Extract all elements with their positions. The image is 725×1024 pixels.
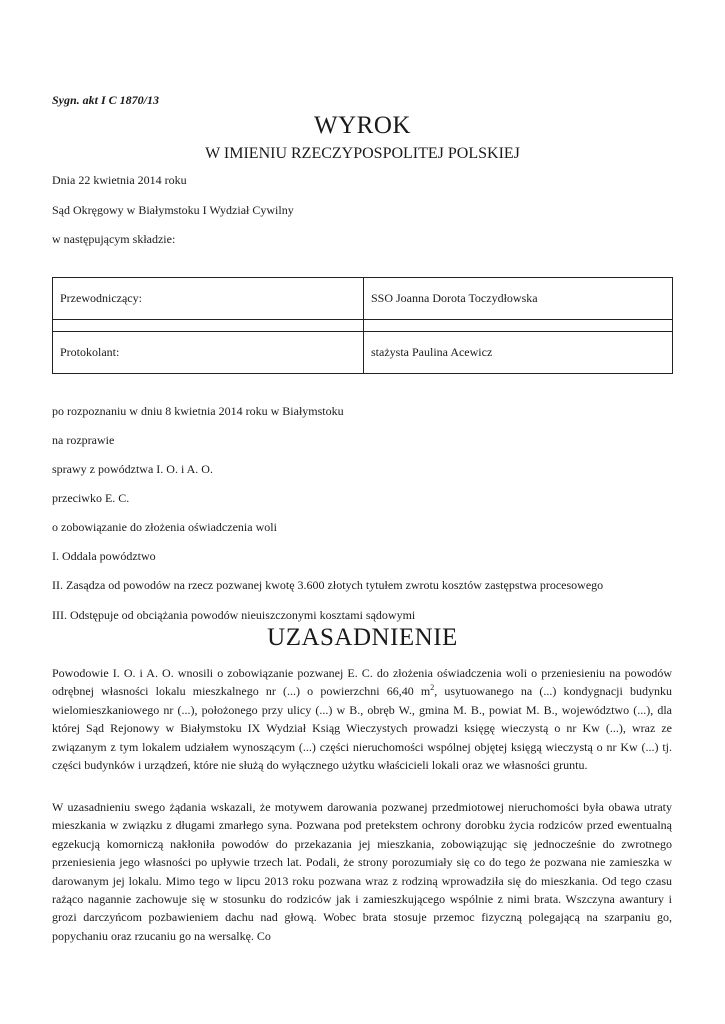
justification-heading: UZASADNIENIE [267, 624, 458, 651]
session-line: na rozprawie [52, 433, 115, 447]
table-row [53, 320, 673, 332]
paragraph-text: , usytuowanego na (...) kondygnacji budynku wielomieszkaniowego nr (...), położonego przy ulicy (...) w B., obręb W., gmina M. B., powiat M. B., województwo (...), dla której Sąd Rejonowy w Białymstoku IX Wydział Ksiąg Wieczystych prowadzi księgę wieczystą o nr Kw (...), wraz ze związanym z tym lokalem udziałem wynoszącym (...) części nieruchomości wspólnej objętej księgą wieczystą o nr Kw (...) tj. części budynków i urządzeń, które nie służą do wyłącznego użytku właścicieli lokali oraz we własności gruntu. [52, 684, 672, 773]
paragraph-text: Powodowie I. O. i A. O. wnosili o zobowiązanie pozwanej E. C. do złożenia oświadczenia woli o przeniesieniu na powodów odrębnej własności lokalu mieszkalnego nr (...) o powierzchni 66,40 m [52, 666, 672, 699]
composition-label: w następującym składzie: [52, 232, 176, 246]
table-row [53, 332, 673, 374]
subject-line: o zobowiązanie do złożenia oświadczenia woli [52, 520, 277, 534]
clerk-value: stażysta Paulina Acewicz [364, 332, 673, 374]
hearing-line: po rozpoznaniu w dniu 8 kwietnia 2014 roku w Białymstoku [52, 404, 344, 418]
table-row [53, 278, 673, 320]
ruling-item: I. Oddala powództwo [52, 549, 156, 563]
clerk-label: Protokolant: [53, 332, 364, 374]
chair-label: Przewodniczący: [53, 278, 364, 320]
ruling-item: II. Zasądza od powodów na rzecz pozwanej kwotę 3.600 złotych tytułem zwrotu kosztów zastępstwa procesowego [52, 578, 604, 592]
justification-paragraph-1 [52, 664, 672, 774]
court-panel-table [52, 277, 673, 374]
empty-cell [364, 320, 673, 332]
judgment-date: Dnia 22 kwietnia 2014 roku [52, 173, 187, 187]
court-name: Sąd Okręgowy w Białymstoku I Wydział Cywilny [52, 203, 294, 217]
judgment-title: WYROK [314, 112, 411, 139]
claim-line: sprawy z powództwa I. O. i A. O. [52, 462, 213, 476]
justification-paragraph-2: W uzasadnieniu swego żądania wskazali, że motywem darowania pozwanej przedmiotowej nieruchomości była obawa utraty mieszkania w związku z długami zmarłego syna. Pozwana pod pretekstem ochrony dorobku życia rodziców przed ewentualną egzekucją komorniczą nakłoniła powodów do przekazania jej mieszkania, zobowiązując się jednocześnie do zwrotnego przeniesienia jego własności po upływie trzech lat. Podali, że strony porozumiały się co do tego że pozwana nie zamieszka w darowanym jej lokalu. Mimo tego w lipcu 2013 roku pozwana wraz z rodziną wprowadziła się do mieszkania. Od tego czasu rażąco nagannie zachowuje się w stosunku do rodziców jak i zamieszkującego wspólnie z nimi brata. Wszczyna awantury i grozi darczyńcom pozbawieniem dachu nad głową. Wobec brata stosuje przemoc fizyczną polegającą na szarpaniu go, popychaniu oraz rzucaniu go na wersalkę. Co [52, 800, 672, 943]
superscript: 2 [430, 683, 435, 693]
against-line: przeciwko E. C. [52, 491, 130, 505]
chair-value: SSO Joanna Dorota Toczydłowska [364, 278, 673, 320]
judgment-subtitle: W IMIENIU RZECZYPOSPOLITEJ POLSKIEJ [205, 145, 520, 162]
ruling-item: III. Odstępuje od obciążania powodów nieuiszczonymi kosztami sądowymi [52, 608, 416, 622]
empty-cell [53, 320, 364, 332]
case-signature: Sygn. akt I C 1870/13 [52, 93, 160, 107]
